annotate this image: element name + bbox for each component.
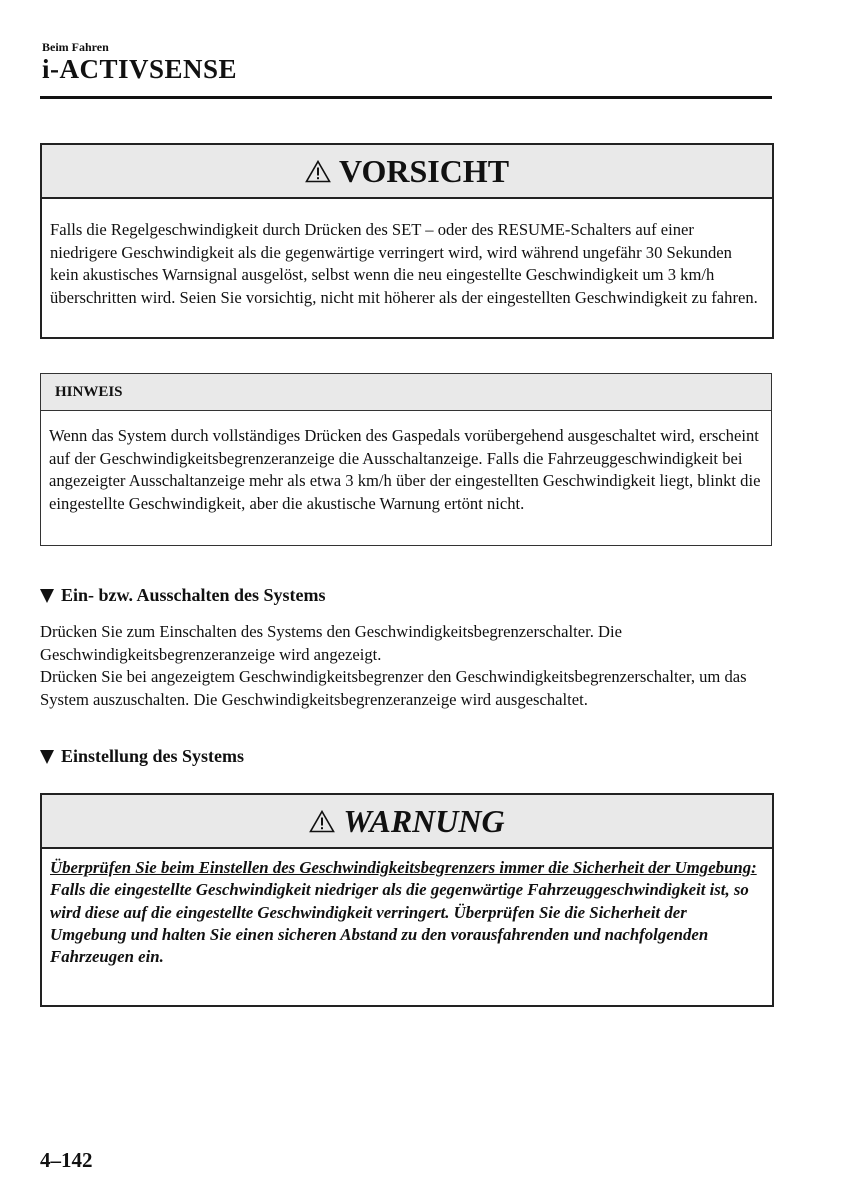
caution-text: Falls die Regelgeschwindigkeit durch Drücken des SET – oder des RESUME-Schalters auf einer niedrigere Geschwindigkeit als die gegenwärtige verringert wird, wird während ungefähr 30 Sekunden kein akustisches Warnsignal ausgelöst, selbst wenn die neu eingestellte Geschwindigkeit um 3 km/h überschritten wird. Seien Sie vorsichtig, nicht mit höherer als der eingestellten Geschwindigkeit zu fahren.: [50, 220, 758, 307]
note-box: [40, 373, 772, 546]
warning-box: [40, 793, 774, 1007]
section-heading-text: Ein- bzw. Ausschalten des Systems: [61, 585, 326, 605]
title-divider: [40, 96, 772, 99]
warning-body: Falls die eingestellte Geschwindigkeit niedriger als die gegenwärtige Fahrzeuggeschwindigkeit ist, so wird diese auf die eingestellte Geschwindigkeit verringert. Überprüfen Sie die Sicherheit der Umgebung und halten Sie einen sicheren Abstand zu den vorausfahrenden und nachfolgenden Fahrzeugen ein.: [50, 880, 749, 967]
paragraph-switch-on: Drücken Sie zum Einschalten des Systems den Geschwindigkeitsbegrenzerschalter. Die Geschwindigkeitsbegrenzeranzeige wird angezeigt.: [40, 622, 622, 664]
caution-title: VORSICHT: [338, 152, 510, 189]
note-text: Wenn das System durch vollständiges Drücken des Gaspedals vorübergehend ausgeschaltet wird, erscheint auf der Geschwindigkeitsbegrenzeranzeige die Ausschaltanzeige. Falls die Fahrzeuggeschwindigkeit bei angezeigter Ausschaltanzeige mehr als etwa 3 km/h über der eingestellten Geschwindigkeit liegt, blinkt die eingestellte Geschwindigkeit, aber die akustische Warnung ertönt nicht.: [49, 426, 761, 513]
section-heading-on-off: [40, 585, 326, 606]
section-label: Beim Fahren: [42, 40, 109, 54]
triangle-bullet-icon: [40, 750, 54, 764]
section-heading-text: Einstellung des Systems: [61, 746, 245, 766]
paragraph-switch-off: Drücken Sie bei angezeigtem Geschwindigkeitsbegrenzer den Geschwindigkeitsbegrenzerschalter, um das System auszuschalten. Die Geschwindigkeitsbegrenzeranzeige wird ausgeschaltet.: [40, 667, 747, 709]
caution-header: [42, 145, 772, 199]
warning-triangle-icon: [309, 810, 335, 833]
triangle-bullet-icon: [40, 589, 54, 603]
warning-title: WARNUNG: [343, 802, 505, 839]
note-title: HINWEIS: [41, 374, 771, 411]
warning-lead: Überprüfen Sie beim Einstellen des Geschwindigkeitsbegrenzers immer die Sicherheit der Umgebung:: [50, 858, 757, 877]
page-title: i-ACTIVSENSE: [42, 54, 238, 84]
warning-text: [42, 849, 772, 968]
caution-box: [40, 143, 774, 339]
warning-header: [42, 795, 772, 849]
page-number: 4–142: [40, 1148, 93, 1172]
warning-triangle-icon: [305, 160, 331, 183]
section-heading-setting: [40, 746, 244, 767]
